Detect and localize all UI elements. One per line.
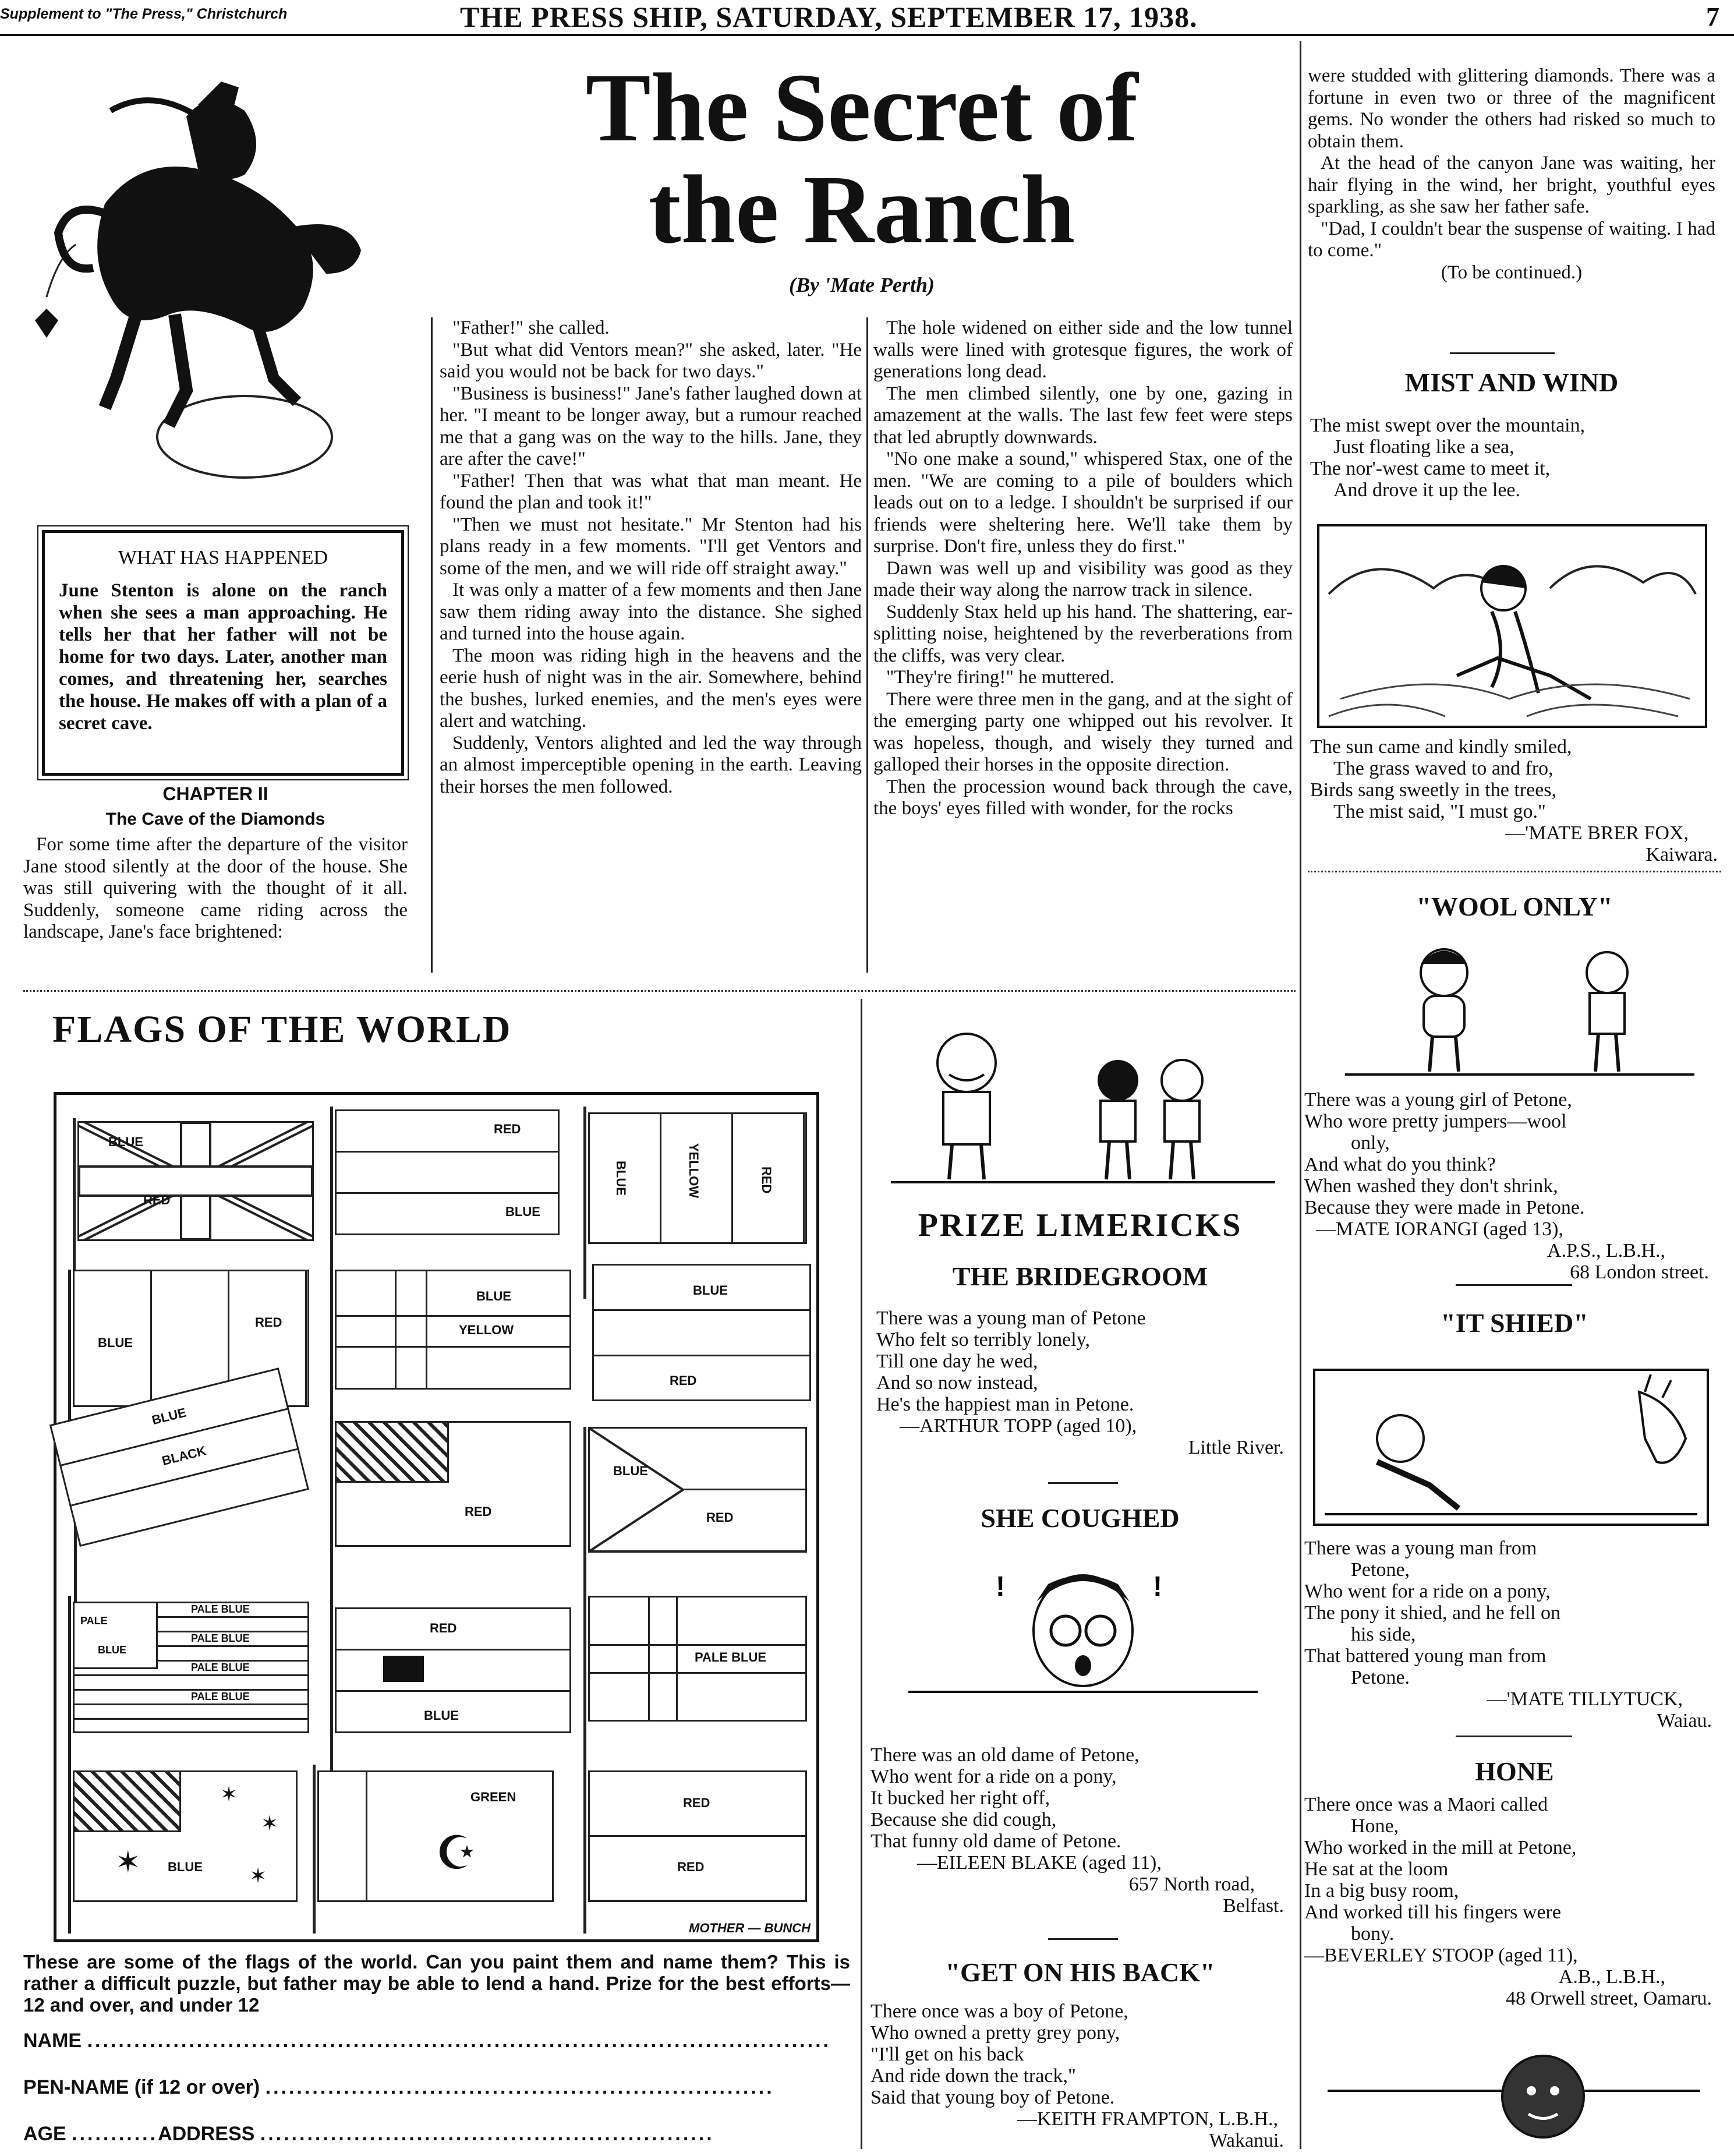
section-divider	[23, 990, 1296, 994]
column-rule	[866, 317, 868, 973]
flag-southern-cross	[73, 1770, 298, 1902]
flag-color-label: BLUE	[614, 1161, 628, 1196]
poem-author: —EILEEN BLAKE (aged 11),	[917, 1852, 1162, 1874]
story-paragraph: "Dad, I couldn't bear the suspense of waiting. I had to come."	[1308, 218, 1715, 261]
poem-author: —ARTHUR TOPP (aged 10),	[900, 1415, 1137, 1437]
column-rule	[861, 999, 862, 2149]
story-paragraph: The moon was riding high in the heavens and the eerie hush of night was in the air. Somewhere, behind the bushes, lurked enemies, and the men's eyes were alert and watching.	[440, 645, 862, 731]
flag-color-label: RED	[706, 1510, 734, 1525]
flag-color-label: YELLOW	[686, 1143, 701, 1199]
svg-text:!: !	[996, 1571, 1005, 1602]
masthead-rule	[0, 34, 1734, 36]
poem-line: He sat at the loom	[1304, 1858, 1449, 1880]
story-paragraph: At the head of the canyon Jane was waiting, her hair flying in the wind, her bright, youthful eyes sparkling, as she saw her father safe.	[1308, 153, 1715, 217]
hone-title: HONE	[1475, 1756, 1554, 1786]
poem-line: The mist swept over the mountain,	[1310, 415, 1586, 436]
poem-author: —KEITH FRAMPTON, L.B.H.,	[1017, 2108, 1278, 2130]
story-paragraph: Dawn was well up and visibility was good as they made their way along the narrow track in silence.	[873, 557, 1293, 600]
pen-name-label: PEN-NAME (if 12 or over)	[23, 2076, 260, 2098]
flag-striped-canton	[73, 1602, 309, 1733]
flag-color-label: RED	[255, 1315, 282, 1330]
flags-title: FLAGS OF THE WORLD	[52, 1008, 512, 1051]
name-label: NAME	[23, 2030, 82, 2052]
back-poem	[870, 2001, 1290, 2151]
poem-line: only,	[1351, 1132, 1390, 1154]
flag-color-label: PALE BLUE	[191, 1662, 250, 1673]
three-children-illustration	[879, 1016, 1287, 1191]
two-children-illustration	[1333, 932, 1706, 1083]
flag-pole	[68, 1765, 71, 1934]
poem-line: his side,	[1351, 1624, 1416, 1645]
poem-line: Birds sang sweetly in the trees,	[1310, 779, 1557, 801]
flag-color-label: RED	[683, 1796, 710, 1810]
poem-line: And so now instead,	[876, 1372, 1038, 1394]
poem-address: 48 Orwell street, Oamaru.	[1505, 1988, 1712, 2009]
poem-line: The grass waved to and fro,	[1333, 758, 1553, 779]
flag-color-label: BLUE	[693, 1283, 728, 1298]
coughed-poem	[870, 1744, 1290, 1917]
poem-line: There once was a Maori called	[1304, 1794, 1548, 1815]
boy-and-horse-illustration	[1313, 1369, 1709, 1526]
supplement-note: Supplement to "The Press," Christchurch	[0, 6, 288, 22]
flag-color-label: BLUE	[108, 1134, 143, 1149]
story-title-line2: the Ranch	[648, 155, 1075, 264]
poem-place: Wakanui.	[1209, 2130, 1284, 2151]
mist-title: MIST AND WIND	[1404, 367, 1619, 397]
flag-color-label: YELLOW	[459, 1323, 514, 1337]
chapter-title: The Cave of the Diamonds	[105, 810, 325, 829]
to-be-continued: (To be continued.)	[1441, 261, 1583, 283]
flag-color-label: BLUE	[476, 1289, 511, 1303]
poem-line: The pony it shied, and he fell on	[1304, 1602, 1561, 1624]
flag-pole	[330, 1415, 333, 1613]
flag-pole	[68, 1596, 71, 1794]
poem-line: Petone.	[1351, 1667, 1410, 1688]
flag-color-label: RED	[670, 1373, 697, 1388]
poem-author: —BEVERLEY STOOP (aged 11),	[1304, 1945, 1578, 1966]
bridegroom-title: THE BRIDEGROOM	[952, 1261, 1208, 1291]
section-rule	[1048, 1938, 1118, 1940]
poem-line: And drove it up the lee.	[1333, 479, 1521, 501]
poem-line: There was a young girl of Petone,	[1304, 1089, 1572, 1111]
story-paragraph: "Father!" she called.	[452, 317, 610, 338]
story-byline: (By 'Mate Perth)	[789, 273, 935, 296]
flag-color-label: PALE BLUE	[191, 1603, 250, 1615]
pen-name-field[interactable]: PEN-NAME (if 12 or over) .................................................................	[23, 2076, 774, 2098]
flags-caption: These are some of the flags of the world. Can you paint them and name them? This is rather a difficult puzzle, but father may be able to lend a hand. Prize for the best efforts—12 and over, and under 12	[23, 1951, 850, 2016]
column-rule	[431, 317, 433, 973]
column-rule	[1300, 41, 1301, 2149]
chapter-number: CHAPTER II	[162, 783, 268, 804]
flag-color-label: BLUE	[168, 1860, 203, 1874]
flag-color-label: BLUE	[98, 1644, 126, 1656]
poem-line: The sun came and kindly smiled,	[1310, 736, 1572, 758]
bridegroom-poem	[876, 1307, 1290, 1458]
poem-place: Kaiwara.	[1645, 844, 1718, 865]
artist-signature: MOTHER — BUNCH	[689, 1921, 811, 1935]
flag-color-label: BLUE	[98, 1335, 133, 1350]
story-paragraph: "Then we must not hesitate." Mr Stenton had his plans ready in a few moments. "I'll get Ventors and some of the men, and we will ride off straight away."	[440, 514, 862, 579]
poem-line: Because they were made in Petone.	[1304, 1197, 1585, 1218]
poem-line: He's the happiest man in Petone.	[876, 1394, 1134, 1415]
story-paragraph: Then the procession wound back through the cave, the boys' eyes filled with wonder, for the rocks	[873, 776, 1293, 819]
poem-line: Who worked in the mill at Petone,	[1304, 1837, 1577, 1858]
flag-color-label: RED	[677, 1860, 705, 1874]
flag-chevron	[588, 1427, 807, 1553]
story-paragraph: "They're firing!" he muttered.	[886, 667, 1115, 688]
story-paragraph: For some time after the departure of the visitor Jane stood silently at the door of the house. She was still quivering with the thought of it all. Suddenly, someone came riding across the landscape, Jane's face brightened:	[23, 834, 408, 942]
poem-line: Said that young boy of Petone.	[870, 2087, 1115, 2108]
flag-color-label: RED	[143, 1193, 171, 1207]
flag-crescent	[317, 1770, 554, 1902]
poem-author: —'MATE TILLYTUCK,	[1487, 1688, 1683, 1710]
flag-emblem-triband	[335, 1607, 571, 1733]
poem-line: bony.	[1351, 1923, 1395, 1945]
story-paragraph: The hole widened on either side and the low tunnel walls were lined with grotesque figures, the work of generations long dead.	[873, 317, 1293, 382]
flags-puzzle-frame	[54, 1092, 819, 1942]
story-title-line1: The Secret of	[585, 54, 1138, 162]
poem-line: Who felt so terribly lonely,	[876, 1329, 1090, 1351]
story-column-1	[23, 834, 408, 943]
poem-line: There was a young man from	[1304, 1538, 1537, 1559]
story-column-2	[440, 317, 862, 798]
poem-line: The mist said, "I must go."	[1333, 801, 1546, 822]
flag-vertical-triband	[588, 1112, 807, 1244]
story-paragraph: "Business is business!" Jane's father laughed down at her. "I meant to be longer away, but a rumour reached me that a gang was on the way to the hills. Jane, they are after the cave!"	[440, 383, 862, 469]
flag-color-label: GREEN	[470, 1790, 516, 1804]
section-rule	[1450, 352, 1555, 354]
cowboy-bronco-illustration	[23, 52, 373, 495]
flag-color-label: BLACK	[160, 1443, 208, 1468]
mist-poem-part2	[1310, 736, 1724, 865]
flag-pole	[583, 1759, 586, 1934]
poem-line: Who wore pretty jumpers—wool	[1304, 1111, 1567, 1132]
svg-text:!: !	[1153, 1571, 1162, 1602]
flag-color-label: PALE BLUE	[191, 1632, 250, 1644]
story-paragraph: There were three men in the gang, and at the sight of the emerging party one whipped out his revolver. It was hopeless, though, and wisely they turned and galloped their horses in the opposite direction.	[873, 688, 1293, 775]
poem-line: Who went for a ride on a pony,	[870, 1766, 1117, 1787]
flag-horizontal-triband	[335, 1109, 560, 1235]
flag-color-label: RED	[759, 1167, 774, 1194]
poem-line: "I'll get on his back	[870, 2044, 1024, 2065]
flag-pole	[583, 1427, 586, 1613]
story-paragraph: were studded with glittering diamonds. There was a fortune in even two or three of the magnificent gems. No wonder the others had risked so much to obtain them.	[1308, 65, 1715, 152]
poem-line: Till one day he wed,	[876, 1351, 1038, 1372]
poem-author: —'MATE BRER FOX,	[1505, 822, 1689, 844]
story-paragraph: "No one make a sound," whispered Stax, one of the men. "We are coming to a pile of boulders which leads out on to a ledge. I shouldn't be surprised if our friends were sheltering here. We'll take them by surprise. Don't fire, unless they do first."	[873, 448, 1293, 557]
poem-line: And what do you think?	[1304, 1154, 1496, 1175]
flag-color-label: BLUE	[613, 1464, 648, 1478]
flag-color-label: BLUE	[424, 1708, 459, 1723]
flag-color-label: BLUE	[150, 1405, 188, 1428]
story-paragraph: It was only a matter of a few moments and then Jane saw them riding away into the distance. She sighed and turned into the house again.	[440, 579, 862, 644]
star-icon: ✶	[261, 1812, 279, 1835]
story-column-4	[1308, 65, 1715, 284]
poem-line: There was an old dame of Petone,	[870, 1744, 1140, 1766]
story-paragraph: Suddenly Stax held up his hand. The shattering, ear-splitting noise, heightened by the reverberations from the cliffs, was very clear.	[873, 601, 1293, 666]
age-address-field[interactable]: AGE ...........ADDRESS ..........................................................	[23, 2123, 714, 2145]
poem-line: That funny old dame of Petone.	[870, 1830, 1121, 1852]
story-paragraph: "But what did Ventors mean?" she asked, later. "He said you would not be back for two days."	[440, 339, 862, 382]
poem-line: Just floating like a sea,	[1333, 436, 1514, 458]
flag-nordic-cross	[335, 1270, 571, 1390]
poem-address: 657 North road,	[1128, 1874, 1255, 1895]
limericks-title: PRIZE LIMERICKS	[918, 1207, 1243, 1243]
story-column-3	[873, 317, 1293, 820]
flag-pale-blue-cross	[588, 1596, 807, 1722]
story-paragraph: Suddenly, Ventors alighted and led the way through an almost imperceptible opening in the earth. Leaving their horses the men followed.	[440, 732, 862, 797]
mist-poem-part1	[1310, 415, 1724, 501]
poem-line: Hone,	[1351, 1815, 1399, 1837]
shied-poem	[1304, 1538, 1718, 1731]
flag-pole	[330, 1602, 333, 1788]
address-label: ADDRESS	[158, 2123, 255, 2145]
poem-address: Belfast.	[1223, 1895, 1284, 1917]
flag-color-label: RED	[430, 1621, 457, 1635]
masthead-title: THE PRESS SHIP, SATURDAY, SEPTEMBER 17, 1938.	[460, 1, 1198, 33]
flag-union-jack	[77, 1121, 314, 1241]
flag-color-label: BLUE	[505, 1204, 540, 1219]
section-divider	[1308, 871, 1721, 875]
section-rule	[1456, 1284, 1572, 1286]
poem-line: It bucked her right off,	[870, 1787, 1050, 1809]
poem-line: When washed they don't shrink,	[1304, 1175, 1558, 1197]
flag-color-label: PALE	[80, 1615, 108, 1627]
flag-color-label: PALE BLUE	[695, 1650, 767, 1664]
crescent-icon: ☪	[436, 1828, 477, 1879]
flag-pole	[583, 1107, 586, 1299]
poem-line: And worked till his fingers were	[1304, 1901, 1561, 1923]
age-label: AGE	[23, 2123, 66, 2145]
poem-line: In a big busy room,	[1304, 1880, 1459, 1901]
flag-red-ensign	[335, 1421, 571, 1547]
story-paragraph: "Father! Then that was what that man meant. He found the plan and took it!"	[440, 470, 862, 513]
flag-pole	[313, 1765, 316, 1934]
star-icon: ✶	[220, 1783, 238, 1806]
star-icon: ✶	[249, 1864, 267, 1888]
wool-title: "WOOL ONLY"	[1416, 892, 1613, 921]
shied-title: "IT SHIED"	[1441, 1308, 1588, 1338]
back-title: "GET ON HIS BACK"	[945, 1957, 1215, 1987]
recap-heading: WHAT HAS HAPPENED	[118, 547, 328, 568]
flag-pole	[583, 1590, 586, 1776]
page-number: 7	[1706, 2, 1719, 31]
section-rule	[1456, 1736, 1572, 1737]
poem-line: There was a young man of Petone	[876, 1307, 1146, 1329]
boy-face-illustration	[1322, 2038, 1706, 2149]
poem-place: Little River.	[1188, 1437, 1284, 1458]
star-icon: ✶	[115, 1846, 141, 1879]
poem-author: —MATE IORANGI (aged 13),	[1316, 1218, 1563, 1240]
poem-line: The nor'-west came to meet it,	[1310, 458, 1551, 479]
flag-horizontal-stripes	[592, 1264, 811, 1401]
poem-address: A.P.S., L.B.H.,	[1547, 1240, 1665, 1261]
poem-line: Petone,	[1351, 1559, 1410, 1581]
poem-line: That battered young man from	[1304, 1645, 1547, 1667]
story-paragraph: The men climbed silently, one by one, gazing in amazement at the walls. The last few feet were steps that led abruptly downwards.	[873, 383, 1293, 448]
flag-color-label: PALE BLUE	[191, 1691, 250, 1702]
coughed-title: SHE COUGHED	[981, 1503, 1180, 1533]
flag-color-label: RED	[465, 1504, 492, 1519]
poem-address: A.B., L.B.H.,	[1558, 1966, 1665, 1988]
name-field[interactable]: NAME ...............................................................................................	[23, 2030, 831, 2052]
man-with-glasses-illustration	[897, 1549, 1269, 1701]
recap-box	[42, 530, 404, 776]
section-rule	[1048, 1482, 1118, 1484]
poem-line: Who went for a ride on a pony,	[1304, 1581, 1551, 1602]
girl-sitting-illustration	[1317, 524, 1707, 728]
poem-line: There once was a boy of Petone,	[870, 2001, 1128, 2022]
hone-poem	[1304, 1794, 1718, 2009]
wool-poem	[1304, 1089, 1718, 1283]
poem-place: Waiau.	[1657, 1710, 1712, 1731]
flag-bicolour	[588, 1770, 807, 1902]
poem-line: Because she did cough,	[870, 1809, 1057, 1830]
recap-text: June Stenton is alone on the ranch when she sees a man approaching. He tells her that her father will not be home for two days. Later, another man comes, and threatening her, searches the house. He makes off with a plan of a secret cave.	[59, 580, 387, 734]
flag-color-label: RED	[494, 1122, 521, 1136]
poem-line: And ride down the track,"	[870, 2065, 1076, 2087]
poem-line: Who owned a pretty grey pony,	[870, 2022, 1120, 2044]
poem-address: 68 London street.	[1570, 1261, 1709, 1283]
